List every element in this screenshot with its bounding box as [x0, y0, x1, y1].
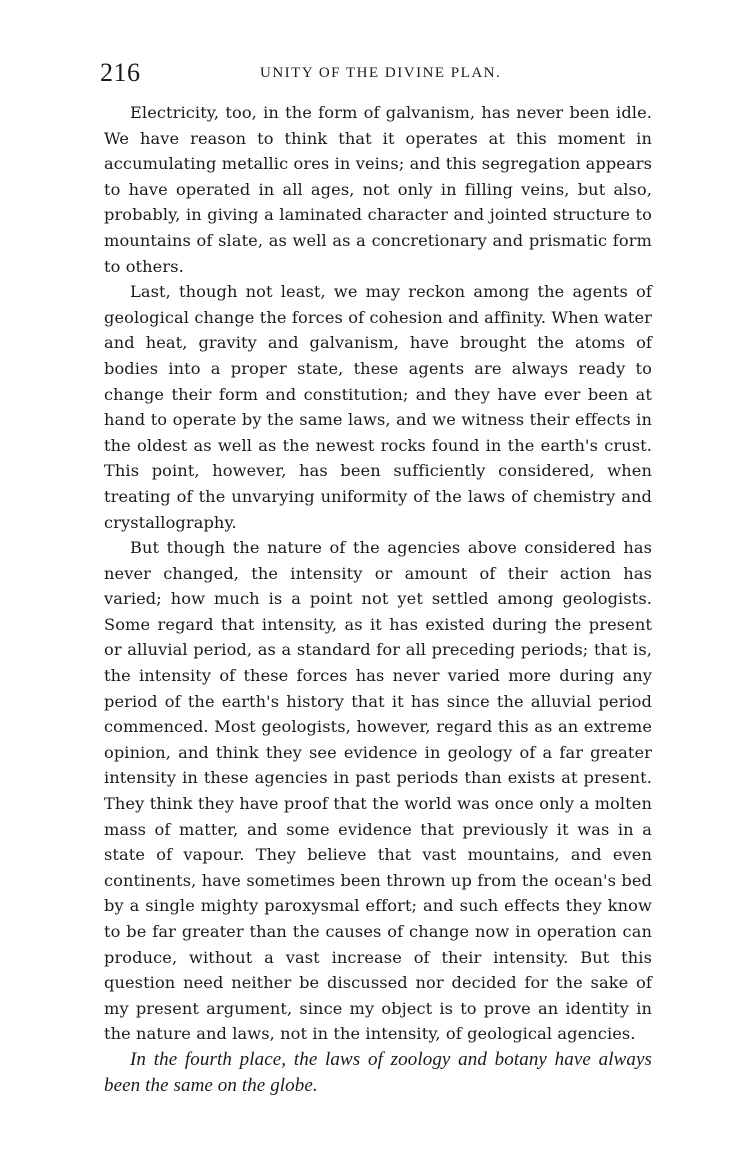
page-number: 216	[100, 58, 141, 87]
body-text	[104, 100, 652, 1098]
paragraph-cohesion-affinity: Last, though not least, we may reckon among the agents of geological change the forces of cohesion and affinity. When water and heat, gravity and galvanism, have brought the atoms of bodies into a proper state, these agents are always ready to change their form and constitution; and they have ever been at hand to operate by the same laws, and we witness their effects in the oldest as well as the newest rocks found in the earth's crust. This point, however, has been sufficiently considered, when treating of the unvarying uniformity of the laws of chemistry and crystallography.	[104, 282, 652, 532]
paragraph-intensity: But though the nature of the agencies above considered has never changed, the intensity or amount of their action has varied; how much is a point not yet settled among geologists. Some regard that intensity, as it has existed during the present or alluvial period, as a standard for all preceding periods; that is, the intensity of these forces has never varied more during any period of the earth's history that it has since the alluvial period commenced. Most geologists, however, regard this as an extreme opinion, and think they see evidence in geology of a far greater intensity in these agencies in past periods than exists at present. They think they have proof that the world was once only a molten mass of matter, and some evidence that previously it was in a state of vapour. They believe that vast mountains, and even continents, have sometimes been thrown up from the ocean's bed by a single mighty paroxysmal effort; and such effects they know to be far greater than the causes of change now in operation can produce, without a vast increase of their intensity. But this question need neither be discussed nor decided for the sake of my present argument, since my object is to prove an identity in the nature and laws, not in the intensity, of geological agencies.	[104, 538, 652, 1044]
page-header	[100, 58, 660, 88]
paragraph-electricity: Electricity, too, in the form of galvanism, has never been idle. We have reason to think that it operates at this moment in accumulating metallic ores in veins; and this segregation appears to have operated in all ages, not only in filling veins, but also, probably, in giving a laminated character and jointed structure to mountains of slate, as well as a concretionary and prismatic form to others.	[104, 103, 652, 276]
running-title: UNITY OF THE DIVINE PLAN.	[260, 65, 502, 81]
paragraph-fourth-place: In the fourth place, the laws of zoology and botany have always been the same on the globe.	[104, 1048, 652, 1096]
